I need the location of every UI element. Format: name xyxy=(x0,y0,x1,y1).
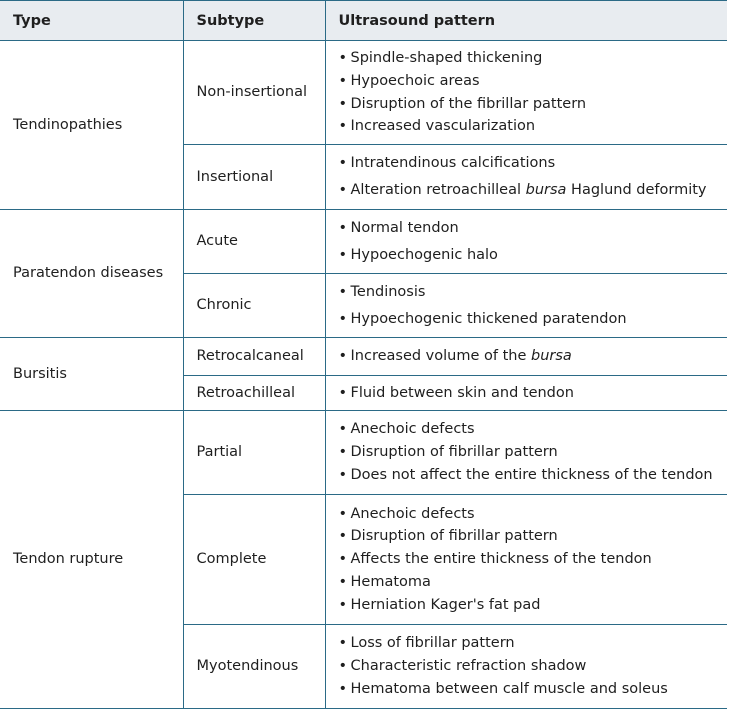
pattern-cell xyxy=(325,625,727,709)
table-row xyxy=(0,210,727,274)
bullet-text: Hematoma xyxy=(350,573,431,590)
table-row xyxy=(0,411,727,495)
table-row xyxy=(0,41,727,145)
italic-term: bursa xyxy=(525,182,567,198)
bullet-text: Increased vascularization xyxy=(350,118,536,135)
bullet-text: Disruption of fibrillar pattern xyxy=(350,528,558,545)
bullet-text: Hematoma between calf muscle and soleus xyxy=(350,680,668,697)
header-subtype: Subtype xyxy=(183,1,325,41)
bullet-item xyxy=(339,441,724,464)
bullet-list xyxy=(339,418,724,486)
bullet-item xyxy=(339,382,724,405)
bullet-text: Spindle-shaped thickening xyxy=(350,49,543,66)
type-cell: Tendinopathies xyxy=(0,41,183,210)
bullet-item xyxy=(339,464,724,487)
table-body xyxy=(0,41,727,709)
pattern-cell xyxy=(325,411,727,495)
bullet-item xyxy=(339,345,724,368)
pattern-cell xyxy=(325,210,727,274)
bullet-list xyxy=(339,217,724,267)
bullet-text: Fluid between skin and tendon xyxy=(350,384,574,401)
subtype-cell: Myotendinous xyxy=(183,625,325,709)
subtype-cell: Complete xyxy=(183,495,325,625)
bullet-text: Normal tendon xyxy=(350,219,459,236)
bullet-list xyxy=(339,47,724,138)
bullet-list xyxy=(339,632,724,700)
subtype-cell: Retrocalcaneal xyxy=(183,338,325,376)
bullet-list xyxy=(339,382,724,405)
type-cell: Bursitis xyxy=(0,338,183,411)
bullet-text: Intratendinous calcifications xyxy=(350,155,556,172)
bullet-item xyxy=(339,308,724,331)
subtype-cell: Partial xyxy=(183,411,325,495)
pattern-cell xyxy=(325,338,727,376)
pattern-cell xyxy=(325,376,727,411)
bullet-item xyxy=(339,418,724,441)
pattern-cell xyxy=(325,274,727,338)
bullet-item xyxy=(339,525,724,548)
bullet-text: Affects the entire thickness of the tendon xyxy=(350,551,652,568)
bullet-item xyxy=(339,217,724,240)
header-row xyxy=(0,1,727,41)
bullet-item xyxy=(339,281,724,304)
bullet-item xyxy=(339,152,724,175)
bullet-text: Anechoic defects xyxy=(350,505,475,522)
bullet-item xyxy=(339,655,724,678)
bullet-item xyxy=(339,47,724,70)
type-cell: Paratendon diseases xyxy=(0,210,183,338)
italic-term: bursa xyxy=(531,348,572,365)
header-pattern: Ultrasound pattern xyxy=(325,1,727,41)
bullet-text: Herniation Kager's fat pad xyxy=(350,596,541,613)
bullet-item xyxy=(339,594,724,617)
bullet-item xyxy=(339,678,724,701)
bullet-item xyxy=(339,244,724,267)
bullet-text: Increased volume of the xyxy=(350,348,531,365)
bullet-text: Tendinosis xyxy=(350,283,426,300)
bullet-text: Loss of fibrillar pattern xyxy=(350,635,515,652)
bullet-text: Disruption of fibrillar pattern xyxy=(350,444,558,461)
bullet-text: Haglund deformity xyxy=(566,182,707,198)
pattern-cell xyxy=(325,495,727,625)
subtype-cell: Insertional xyxy=(183,145,325,210)
bullet-item xyxy=(339,93,724,116)
bullet-text: Hypoechogenic thickened paratendon xyxy=(350,310,627,327)
bullet-text: Disruption of the fibrillar pattern xyxy=(350,95,587,112)
bullet-text: Anechoic defects xyxy=(350,421,475,438)
header-type: Type xyxy=(0,1,183,41)
subtype-cell: Retroachilleal xyxy=(183,376,325,411)
subtype-cell: Chronic xyxy=(183,274,325,338)
pattern-cell xyxy=(325,41,727,145)
bullet-text: Hypoechogenic halo xyxy=(350,246,498,263)
bullet-text: Hypoechoic areas xyxy=(350,72,480,89)
bullet-item xyxy=(339,632,724,655)
subtype-cell: Non-insertional xyxy=(183,41,325,145)
type-cell: Tendon rupture xyxy=(0,411,183,709)
bullet-item xyxy=(339,70,724,93)
bullet-text: Alteration retroachilleal xyxy=(350,182,526,198)
bullet-list xyxy=(339,281,724,331)
bullet-item xyxy=(339,571,724,594)
bullet-list xyxy=(339,152,724,202)
bullet-item xyxy=(339,115,724,138)
subtype-cell: Acute xyxy=(183,210,325,274)
table-row xyxy=(0,338,727,376)
bullet-list xyxy=(339,503,724,617)
pattern-cell xyxy=(325,145,727,210)
bullet-text: Does not affect the entire thickness of the tendon xyxy=(350,466,713,483)
bullet-list xyxy=(339,345,724,368)
bullet-text: Characteristic refraction shadow xyxy=(350,658,587,675)
bullet-item xyxy=(339,548,724,571)
bullet-item xyxy=(339,503,724,526)
bullet-item xyxy=(339,179,724,202)
